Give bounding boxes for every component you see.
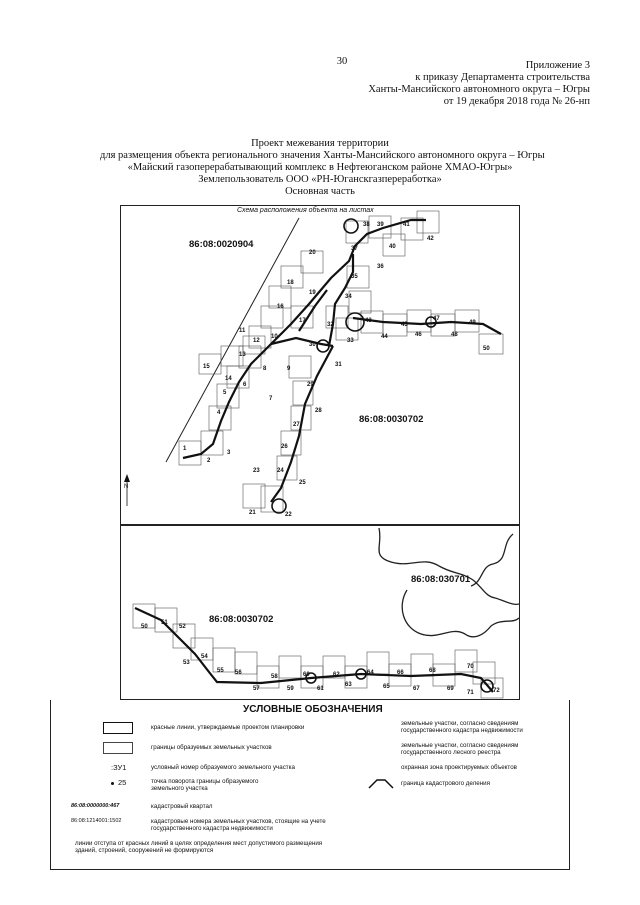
sheet-number: 51 bbox=[161, 620, 168, 626]
quarter-label: 86:08:0030702 bbox=[359, 414, 424, 425]
title-line: Основная часть bbox=[285, 186, 355, 197]
sheet-number: 36 bbox=[377, 264, 384, 270]
sheet-number: 50 bbox=[483, 346, 490, 352]
sheet-number: 26 bbox=[281, 444, 288, 450]
sheet-number: 13 bbox=[239, 352, 246, 358]
quarter-label: 86:08:0020904 bbox=[189, 239, 254, 250]
sheet-number: 1 bbox=[183, 446, 187, 452]
sheet-number: 33 bbox=[347, 338, 354, 344]
sheet-number: 18 bbox=[287, 280, 294, 286]
sheet-number: 41 bbox=[403, 222, 410, 228]
sheet-number: 7 bbox=[269, 396, 273, 402]
upper-map bbox=[120, 205, 520, 525]
title-line: для размещения объекта регионального значения Ханты-Мансийского автономного округа – Югры bbox=[100, 150, 545, 161]
sheet-number: 10 bbox=[271, 334, 278, 340]
sheet-number: 19 bbox=[309, 290, 316, 296]
legend-swatch-red-lines bbox=[103, 722, 133, 734]
sheet-number: 58 bbox=[271, 674, 278, 680]
legend-plot-number-sample: :ЗУ1 bbox=[111, 763, 127, 772]
sheet-number: 4 bbox=[217, 410, 221, 416]
sheet-number: 62 bbox=[333, 672, 340, 678]
sheet-number: 55 bbox=[217, 668, 224, 674]
sheet-number: 27 bbox=[293, 422, 300, 428]
sheet-number: 31 bbox=[335, 362, 342, 368]
sheet-number: 69 bbox=[447, 686, 454, 692]
upper-map-caption: Схема расположения объекта на листах bbox=[237, 207, 374, 214]
legend-turn-point-sample: 25 bbox=[118, 778, 127, 787]
sheet-number: 71 bbox=[467, 690, 474, 696]
sheet-number: 15 bbox=[203, 364, 210, 370]
legend-quarter-sample: 86:08:0000000:467 bbox=[71, 803, 120, 809]
legend-turn-point-text: точка поворота границы образуемого земельного участка bbox=[151, 778, 259, 792]
sheet-number: 24 bbox=[277, 468, 284, 474]
sheet-number: 48 bbox=[451, 332, 458, 338]
sheet-number: 59 bbox=[287, 686, 294, 692]
legend-turn-point-icon bbox=[111, 782, 114, 785]
sheet-number: 63 bbox=[345, 682, 352, 688]
legend-title: УСЛОВНЫЕ ОБОЗНАЧЕНИЯ bbox=[243, 704, 383, 715]
sheet-number: 29 bbox=[307, 382, 314, 388]
appendix-line: Ханты-Мансийского автономного округа – Югры bbox=[368, 84, 590, 95]
quarter-label: 86:08:0030702 bbox=[209, 614, 274, 625]
sheet-number: 53 bbox=[183, 660, 190, 666]
pipeline-route bbox=[183, 220, 501, 502]
legend-cad-div-icon bbox=[367, 776, 397, 790]
sheet-number: 16 bbox=[277, 304, 284, 310]
sheet-number: 72 bbox=[493, 688, 500, 694]
title-block bbox=[100, 138, 545, 198]
sheet-number: 60 bbox=[303, 672, 310, 678]
sheet-number: 40 bbox=[389, 244, 396, 250]
legend-plot-number-text: условный номер образуемого земельного участка bbox=[151, 764, 295, 771]
sheet-number: 38 bbox=[363, 222, 370, 228]
appendix-line: от 19 декабря 2018 года № 26-нп bbox=[443, 96, 590, 107]
sheet-number: 25 bbox=[299, 480, 306, 486]
legend-cad-div-text: граница кадастрового деления bbox=[401, 780, 490, 787]
sheet-number: 21 bbox=[249, 510, 256, 516]
sheet-number: 61 bbox=[317, 686, 324, 692]
sheet-number: 8 bbox=[263, 366, 267, 372]
sheet-number: 56 bbox=[235, 670, 242, 676]
legend-red-lines-text: красные линии, утверждаемые проектом планировки bbox=[151, 724, 305, 731]
legend bbox=[50, 700, 570, 870]
legend-plot-boundaries-text: границы образуемых земельных участков bbox=[151, 744, 272, 751]
sheet-number: 3 bbox=[227, 450, 231, 456]
legend-swatch-plot-boundaries bbox=[103, 742, 133, 754]
north-arrow bbox=[124, 474, 130, 506]
lower-map bbox=[120, 525, 520, 700]
title-line: «Майский газоперерабатывающий комплекс в Нефтеюганском районе ХМАО-Югры» bbox=[127, 162, 513, 173]
sheet-number: 49 bbox=[469, 320, 476, 326]
sheet-number: 44 bbox=[381, 334, 388, 340]
legend-forest-text: земельные участки, согласно сведениям государственного лесного реестра bbox=[401, 742, 519, 756]
sheet-number: 14 bbox=[225, 376, 232, 382]
sheet-number: 46 bbox=[415, 332, 422, 338]
lower-map-svg bbox=[121, 526, 519, 699]
quarter-label: 86:08:030701 bbox=[411, 574, 471, 585]
sheet-number: 30 bbox=[309, 342, 316, 348]
sheet-number: 5 bbox=[223, 390, 227, 396]
north-label: N bbox=[124, 484, 129, 490]
sheet-number: 11 bbox=[239, 328, 246, 334]
appendix-line: Приложение 3 bbox=[525, 60, 590, 71]
sheet-number: 23 bbox=[253, 468, 260, 474]
sheet-number: 43 bbox=[365, 318, 372, 324]
sheet-number: 66 bbox=[397, 670, 404, 676]
sheet-number: 70 bbox=[467, 664, 474, 670]
legend-realty-text: земельные участки, согласно сведениям государственного кадастра недвижимости bbox=[401, 720, 523, 734]
sheet-grid bbox=[133, 604, 503, 698]
sheet-number: 22 bbox=[285, 512, 292, 518]
sheet-number: 54 bbox=[201, 654, 208, 660]
sheet-number: 50 bbox=[141, 624, 148, 630]
sheet-number: 9 bbox=[287, 366, 291, 372]
sheet-number: 39 bbox=[377, 222, 384, 228]
sheet-number: 17 bbox=[299, 318, 306, 324]
sheet-number: 34 bbox=[345, 294, 352, 300]
sheet-number: 64 bbox=[367, 670, 374, 676]
sheet-number: 12 bbox=[253, 338, 260, 344]
sheet-number: 68 bbox=[429, 668, 436, 674]
sheet-number: 6 bbox=[243, 382, 247, 388]
sheet-number: 28 bbox=[315, 408, 322, 414]
sheet-number: 52 bbox=[179, 624, 186, 630]
legend-cadastral-text: кадастровые номера земельных участков, стоящие на учете государственного кадастра недвижимости bbox=[151, 818, 326, 832]
appendix-block bbox=[340, 60, 590, 108]
sheet-number: 57 bbox=[253, 686, 260, 692]
title-line: Землепользователь ООО «РН-Юганскгазпереработка» bbox=[198, 174, 442, 185]
legend-setback-text: линии отступа от красных линий в целях определения мест допустимого размещения зданий, строений, сооружений не формируются bbox=[75, 840, 323, 854]
sheet-number: 47 bbox=[433, 316, 440, 322]
loop-circle bbox=[272, 499, 286, 513]
page-number: 30 bbox=[336, 56, 348, 67]
legend-cadastral-sample: 86:08:1214001:1502 bbox=[71, 818, 122, 824]
upper-map-svg bbox=[121, 206, 519, 524]
sheet-number: 20 bbox=[309, 250, 316, 256]
legend-protect-text: охранная зона проектируемых объектов bbox=[401, 764, 517, 771]
appendix-line: к приказу Департамента строительства bbox=[415, 72, 590, 83]
sheet-number: 65 bbox=[383, 684, 390, 690]
sheet-number: 67 bbox=[413, 686, 420, 692]
cadastral-division-line bbox=[166, 218, 299, 462]
legend-quarter-text: кадастровый квартал bbox=[151, 803, 213, 810]
sheet-number: 32 bbox=[327, 322, 334, 328]
title-line: Проект межевания территории bbox=[251, 138, 389, 149]
sheet-number: 45 bbox=[401, 322, 408, 328]
sheet-number: 35 bbox=[351, 274, 358, 280]
sheet-number: 42 bbox=[427, 236, 434, 242]
pipeline-route bbox=[135, 608, 493, 692]
sheet-number: 2 bbox=[207, 458, 211, 464]
sheet-number: 37 bbox=[351, 246, 358, 252]
